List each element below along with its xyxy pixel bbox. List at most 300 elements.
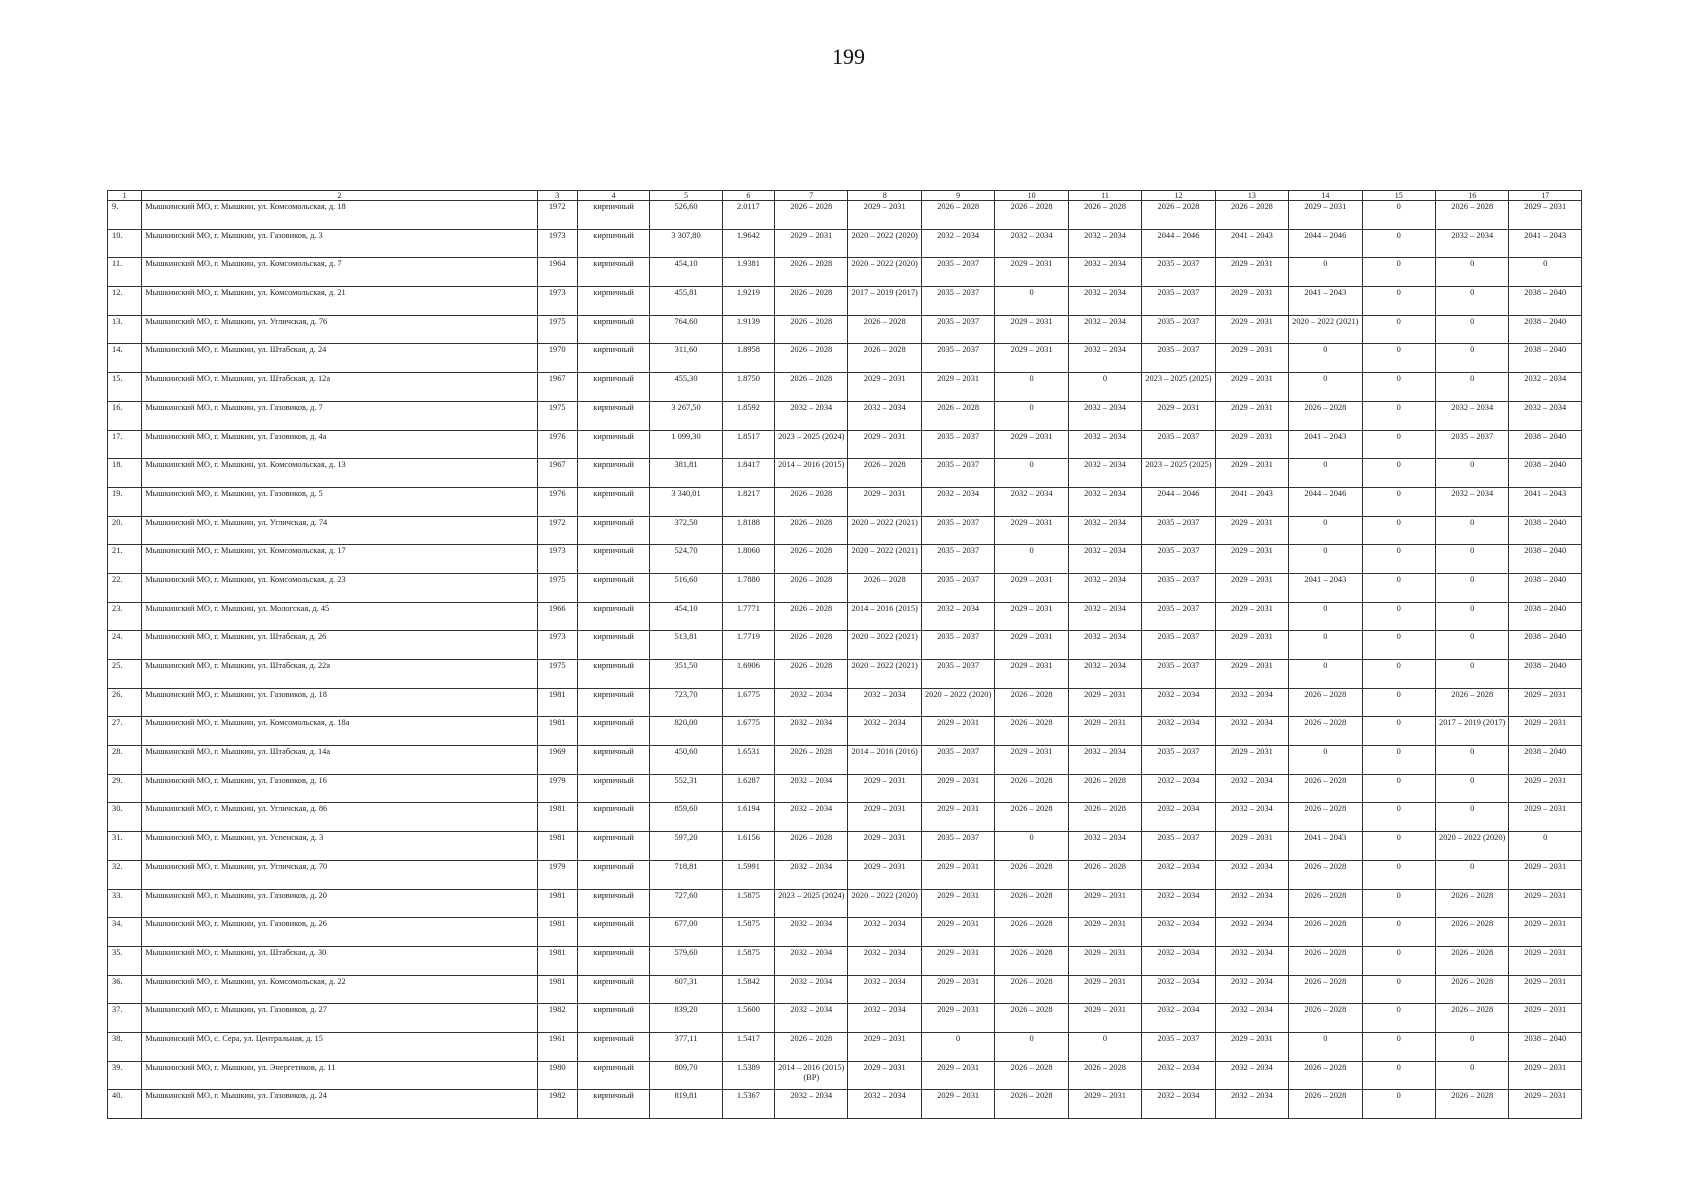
table-cell: 1981 — [537, 717, 577, 746]
table-cell: 0 — [995, 401, 1068, 430]
table-cell: 2029 – 2031 — [1068, 975, 1141, 1004]
table-cell: 2041 – 2043 — [1215, 229, 1288, 258]
row-number-cell: 16. — [108, 401, 142, 430]
table-cell: 0 — [1435, 373, 1508, 402]
table-cell: 0 — [995, 459, 1068, 488]
table-cell: 2029 – 2031 — [1068, 717, 1141, 746]
table-cell: кирпичный — [577, 344, 649, 373]
table-cell: 2029 – 2031 — [1215, 430, 1288, 459]
table-cell: 723,70 — [650, 688, 722, 717]
table-cell: 0 — [1362, 975, 1435, 1004]
table-cell: 2029 – 2031 — [995, 430, 1068, 459]
table-cell: 0 — [1435, 315, 1508, 344]
table-cell: 2029 – 2031 — [1215, 373, 1288, 402]
table-cell: 1973 — [537, 545, 577, 574]
table-cell: 2026 – 2028 — [775, 602, 848, 631]
table-cell: 0 — [1362, 344, 1435, 373]
table-row — [108, 889, 1582, 918]
address-cell: Мышкинский МО, г. Мышкин, ул. Комсомольская, д. 17 — [142, 545, 537, 574]
table-cell: 2035 – 2037 — [921, 516, 994, 545]
table-cell: 2032 – 2034 — [1142, 1004, 1215, 1033]
table-cell: 1.8592 — [722, 401, 774, 430]
table-cell: 2032 – 2034 — [1068, 487, 1141, 516]
row-number-cell: 36. — [108, 975, 142, 1004]
table-cell: 455,81 — [650, 287, 722, 316]
table-row — [108, 1061, 1582, 1090]
table-cell: 2023 – 2025 (2025) — [1142, 373, 1215, 402]
table-row — [108, 201, 1582, 230]
address-cell: Мышкинский МО, с. Сера, ул. Центральная, д. 15 — [142, 1032, 537, 1061]
table-cell: 2029 – 2031 — [848, 1032, 921, 1061]
table-cell: 1981 — [537, 946, 577, 975]
table-row — [108, 573, 1582, 602]
table-cell: 2026 – 2028 — [1435, 1090, 1508, 1119]
table-cell: 2029 – 2031 — [1509, 803, 1582, 832]
table-cell: 1966 — [537, 602, 577, 631]
table-cell: 2035 – 2037 — [1142, 573, 1215, 602]
column-header: 17 — [1509, 191, 1582, 201]
table-cell: 0 — [1362, 315, 1435, 344]
table-cell: 0 — [1362, 660, 1435, 689]
table-cell: 0 — [1362, 201, 1435, 230]
table-cell: 2032 – 2034 — [775, 401, 848, 430]
table-cell: 2044 – 2046 — [1142, 487, 1215, 516]
column-header: 7 — [775, 191, 848, 201]
table-row — [108, 803, 1582, 832]
table-cell: 2020 – 2022 (2020) — [1435, 832, 1508, 861]
table-cell: 2014 – 2016 (2015) — [775, 459, 848, 488]
table-cell: кирпичный — [577, 975, 649, 1004]
table-cell: 526,60 — [650, 201, 722, 230]
table-cell: 2029 – 2031 — [1215, 516, 1288, 545]
table-cell: 2032 – 2034 — [775, 688, 848, 717]
table-cell: 1.6531 — [722, 746, 774, 775]
table-cell: 2026 – 2028 — [1289, 1004, 1362, 1033]
table-cell: 2029 – 2031 — [1215, 660, 1288, 689]
row-number-cell: 13. — [108, 315, 142, 344]
table-cell: 2026 – 2028 — [1435, 889, 1508, 918]
table-cell: 2035 – 2037 — [921, 573, 994, 602]
table-cell: 1.8417 — [722, 459, 774, 488]
table-body — [108, 201, 1582, 1119]
table-cell: 2038 – 2040 — [1509, 315, 1582, 344]
table-cell: 1.8060 — [722, 545, 774, 574]
table-cell: кирпичный — [577, 315, 649, 344]
table-cell: 0 — [1435, 1061, 1508, 1090]
table-cell: кирпичный — [577, 373, 649, 402]
row-number-cell: 26. — [108, 688, 142, 717]
table-cell: 2029 – 2031 — [848, 487, 921, 516]
table-cell: 0 — [1362, 1061, 1435, 1090]
address-cell: Мышкинский МО, г. Мышкин, ул. Мологская, д. 45 — [142, 602, 537, 631]
table-cell: 1.8188 — [722, 516, 774, 545]
table-cell: 2029 – 2031 — [775, 229, 848, 258]
address-cell: Мышкинский МО, г. Мышкин, ул. Комсомольская, д. 13 — [142, 459, 537, 488]
table-cell: 2026 – 2028 — [1289, 688, 1362, 717]
table-cell: 524,70 — [650, 545, 722, 574]
table-cell: 0 — [1289, 459, 1362, 488]
table-cell: 1 099,30 — [650, 430, 722, 459]
table-cell: 2026 – 2028 — [1142, 201, 1215, 230]
table-cell: 2029 – 2031 — [848, 860, 921, 889]
table-cell: 2029 – 2031 — [921, 774, 994, 803]
table-cell: 2038 – 2040 — [1509, 459, 1582, 488]
table-cell: 2032 – 2034 — [1068, 516, 1141, 545]
table-cell: 2035 – 2037 — [921, 746, 994, 775]
table-cell: кирпичный — [577, 545, 649, 574]
table-cell: 0 — [1362, 487, 1435, 516]
table-cell: 2032 – 2034 — [1215, 717, 1288, 746]
table-cell: 0 — [1362, 803, 1435, 832]
row-number-cell: 14. — [108, 344, 142, 373]
table-cell: 2020 – 2022 (2021) — [848, 631, 921, 660]
table-cell: 0 — [1362, 602, 1435, 631]
table-row — [108, 545, 1582, 574]
table-cell: 2032 – 2034 — [1435, 401, 1508, 430]
table-cell: кирпичный — [577, 717, 649, 746]
table-row — [108, 918, 1582, 947]
table-cell: 1.6156 — [722, 832, 774, 861]
table-cell: 0 — [1068, 1032, 1141, 1061]
table-cell: 2026 – 2028 — [1289, 860, 1362, 889]
table-cell: 2029 – 2031 — [995, 602, 1068, 631]
table-cell: 454,10 — [650, 602, 722, 631]
table-cell: кирпичный — [577, 602, 649, 631]
address-cell: Мышкинский МО, г. Мышкин, ул. Штабская, д. 24 — [142, 344, 537, 373]
address-cell: Мышкинский МО, г. Мышкин, ул. Газовиков, д. 26 — [142, 918, 537, 947]
row-number-cell: 17. — [108, 430, 142, 459]
column-header: 3 — [537, 191, 577, 201]
table-cell: 2035 – 2037 — [921, 287, 994, 316]
table-cell: 2032 – 2034 — [775, 803, 848, 832]
table-cell: 2032 – 2034 — [1068, 344, 1141, 373]
table-cell: 0 — [1289, 258, 1362, 287]
table-cell: 2029 – 2031 — [1509, 717, 1582, 746]
table-cell: 0 — [1435, 258, 1508, 287]
table-cell: 2014 – 2016 (2015) — [848, 602, 921, 631]
table-cell: 2029 – 2031 — [1215, 573, 1288, 602]
table-row — [108, 660, 1582, 689]
table-cell: кирпичный — [577, 774, 649, 803]
table-cell: 2038 – 2040 — [1509, 602, 1582, 631]
table-cell: 2032 – 2034 — [1068, 746, 1141, 775]
table-cell: 820,00 — [650, 717, 722, 746]
table-cell: 1980 — [537, 1061, 577, 1090]
table-cell: 1976 — [537, 487, 577, 516]
table-cell: 2032 – 2034 — [1435, 487, 1508, 516]
table-cell: 2029 – 2031 — [1509, 688, 1582, 717]
table-cell: 1969 — [537, 746, 577, 775]
table-cell: 1979 — [537, 860, 577, 889]
table-cell: 2038 – 2040 — [1509, 545, 1582, 574]
table-cell: 2026 – 2028 — [1289, 401, 1362, 430]
table-cell: 2032 – 2034 — [1215, 946, 1288, 975]
table-cell: 2032 – 2034 — [921, 229, 994, 258]
table-cell: 2026 – 2028 — [775, 201, 848, 230]
table-cell: 2029 – 2031 — [1509, 889, 1582, 918]
table-cell: 2035 – 2037 — [1142, 746, 1215, 775]
table-cell: 2026 – 2028 — [1289, 889, 1362, 918]
table-cell: 2029 – 2031 — [1509, 946, 1582, 975]
table-cell: 2038 – 2040 — [1509, 344, 1582, 373]
table-cell: 0 — [1362, 631, 1435, 660]
table-cell: 2032 – 2034 — [775, 946, 848, 975]
table-cell: 1981 — [537, 918, 577, 947]
table-cell: 351,50 — [650, 660, 722, 689]
table-cell: 1.6287 — [722, 774, 774, 803]
table-cell: 2026 – 2028 — [995, 975, 1068, 1004]
address-cell: Мышкинский МО, г. Мышкин, ул. Газовиков, д. 16 — [142, 774, 537, 803]
address-cell: Мышкинский МО, г. Мышкин, ул. Комсомольская, д. 18 — [142, 201, 537, 230]
table-cell: 1981 — [537, 832, 577, 861]
table-cell: 2032 – 2034 — [1068, 229, 1141, 258]
table-cell: 2032 – 2034 — [775, 918, 848, 947]
column-header: 9 — [921, 191, 994, 201]
table-cell: 2026 – 2028 — [775, 487, 848, 516]
table-cell: 0 — [1362, 889, 1435, 918]
table-cell: 2026 – 2028 — [1435, 975, 1508, 1004]
table-cell: 0 — [1362, 573, 1435, 602]
table-cell: 2029 – 2031 — [1068, 946, 1141, 975]
table-cell: 0 — [1435, 746, 1508, 775]
table-cell: 1.5389 — [722, 1061, 774, 1090]
row-number-cell: 34. — [108, 918, 142, 947]
table-cell: 2026 – 2028 — [775, 832, 848, 861]
table-cell: 2026 – 2028 — [1289, 717, 1362, 746]
table-cell: 2032 – 2034 — [1068, 430, 1141, 459]
table-cell: 0 — [1289, 1032, 1362, 1061]
address-cell: Мышкинский МО, г. Мышкин, ул. Комсомольская, д. 22 — [142, 975, 537, 1004]
table-cell: 2032 – 2034 — [995, 487, 1068, 516]
table-row — [108, 373, 1582, 402]
table-cell: 2032 – 2034 — [1142, 860, 1215, 889]
table-cell: 2035 – 2037 — [921, 832, 994, 861]
address-cell: Мышкинский МО, г. Мышкин, ул. Угличская, д. 74 — [142, 516, 537, 545]
row-number-cell: 40. — [108, 1090, 142, 1119]
table-row — [108, 258, 1582, 287]
table-cell: 2026 – 2028 — [995, 1090, 1068, 1119]
row-number-cell: 19. — [108, 487, 142, 516]
table-cell: 2032 – 2034 — [848, 717, 921, 746]
table-cell: 2032 – 2034 — [1142, 946, 1215, 975]
table-cell: 0 — [1362, 946, 1435, 975]
table-cell: 1982 — [537, 1004, 577, 1033]
table-cell: 2026 – 2028 — [1435, 1004, 1508, 1033]
table-cell: 859,60 — [650, 803, 722, 832]
table-cell: 2029 – 2031 — [921, 1004, 994, 1033]
table-cell: 2023 – 2025 (2024) — [775, 889, 848, 918]
table-cell: 516,60 — [650, 573, 722, 602]
table-row — [108, 832, 1582, 861]
table-cell: 2032 – 2034 — [1068, 631, 1141, 660]
table-cell: кирпичный — [577, 1090, 649, 1119]
table-cell: 2044 – 2046 — [1289, 229, 1362, 258]
table-cell: 2035 – 2037 — [1435, 430, 1508, 459]
table-cell: 0 — [1362, 774, 1435, 803]
table-cell: 2026 – 2028 — [1289, 803, 1362, 832]
table-row — [108, 430, 1582, 459]
address-cell: Мышкинский МО, г. Мышкин, ул. Штабская, д. 30 — [142, 946, 537, 975]
address-cell: Мышкинский МО, г. Мышкин, ул. Комсомольская, д. 21 — [142, 287, 537, 316]
table-cell: 2035 – 2037 — [921, 315, 994, 344]
table-cell: 1981 — [537, 975, 577, 1004]
table-cell: 2020 – 2022 (2021) — [848, 545, 921, 574]
table-cell: 2032 – 2034 — [1142, 688, 1215, 717]
page-number: 199 — [832, 44, 865, 69]
address-cell: Мышкинский МО, г. Мышкин, ул. Угличская, д. 76 — [142, 315, 537, 344]
table-row — [108, 688, 1582, 717]
table-cell: 2026 – 2028 — [775, 660, 848, 689]
table-cell: 2026 – 2028 — [1215, 201, 1288, 230]
table-cell: 2029 – 2031 — [1215, 1032, 1288, 1061]
table-cell: 2029 – 2031 — [1509, 1061, 1582, 1090]
table-cell: 2029 – 2031 — [1215, 344, 1288, 373]
table-cell: кирпичный — [577, 889, 649, 918]
column-header: 15 — [1362, 191, 1435, 201]
table-cell: 2032 – 2034 — [1068, 545, 1141, 574]
table-cell: 2026 – 2028 — [1068, 860, 1141, 889]
table-cell: 0 — [1509, 832, 1582, 861]
table-cell: кирпичный — [577, 258, 649, 287]
table-row — [108, 344, 1582, 373]
table-cell: 2029 – 2031 — [1215, 832, 1288, 861]
table-row — [108, 1090, 1582, 1119]
table-cell: 2020 – 2022 (2020) — [848, 258, 921, 287]
table-cell: 1.9139 — [722, 315, 774, 344]
table-cell: 1970 — [537, 344, 577, 373]
table-cell: 1972 — [537, 516, 577, 545]
column-header: 1 — [108, 191, 142, 201]
row-number-cell: 10. — [108, 229, 142, 258]
table-cell: 450,60 — [650, 746, 722, 775]
column-header: 6 — [722, 191, 774, 201]
table-cell: 2026 – 2028 — [1289, 975, 1362, 1004]
table-cell: 2032 – 2034 — [1142, 774, 1215, 803]
table-cell: 2026 – 2028 — [1289, 946, 1362, 975]
table-cell: 1.6194 — [722, 803, 774, 832]
table-cell: 2041 – 2043 — [1215, 487, 1288, 516]
table-cell: кирпичный — [577, 459, 649, 488]
table-cell: 0 — [1362, 918, 1435, 947]
table-cell: 839,20 — [650, 1004, 722, 1033]
table-cell: 2032 – 2034 — [848, 688, 921, 717]
table-cell: 0 — [1362, 545, 1435, 574]
table-cell: 2032 – 2034 — [848, 1090, 921, 1119]
table-cell: 2032 – 2034 — [1068, 832, 1141, 861]
table-cell: 2035 – 2037 — [1142, 832, 1215, 861]
table-cell: 2029 – 2031 — [848, 832, 921, 861]
table-cell: 2032 – 2034 — [1215, 774, 1288, 803]
table-cell: 2032 – 2034 — [775, 975, 848, 1004]
table-cell: 2029 – 2031 — [1068, 688, 1141, 717]
table-cell: 2032 – 2034 — [775, 1090, 848, 1119]
table-row — [108, 401, 1582, 430]
table-cell: 2029 – 2031 — [1215, 459, 1288, 488]
table-cell: 0 — [1362, 430, 1435, 459]
table-cell: 2032 – 2034 — [848, 401, 921, 430]
table-cell: 2032 – 2034 — [775, 774, 848, 803]
table-cell: 2035 – 2037 — [921, 660, 994, 689]
table-cell: 2026 – 2028 — [775, 258, 848, 287]
table-cell: 372,50 — [650, 516, 722, 545]
table-cell: 2026 – 2028 — [1068, 1061, 1141, 1090]
table-cell: 2035 – 2037 — [1142, 430, 1215, 459]
table-cell: 2032 – 2034 — [1068, 459, 1141, 488]
table-cell: 0 — [1362, 688, 1435, 717]
address-cell: Мышкинский МО, г. Мышкин, ул. Штабская, д. 22а — [142, 660, 537, 689]
table-cell: 718,81 — [650, 860, 722, 889]
table-cell: 2029 – 2031 — [921, 860, 994, 889]
table-cell: 1.5842 — [722, 975, 774, 1004]
table-cell: 0 — [1435, 774, 1508, 803]
table-cell: 2035 – 2037 — [1142, 1032, 1215, 1061]
table-cell: 2035 – 2037 — [1142, 287, 1215, 316]
address-cell: Мышкинский МО, г. Мышкин, ул. Угличская, д. 70 — [142, 860, 537, 889]
table-cell: 311,60 — [650, 344, 722, 373]
table-cell: 2029 – 2031 — [995, 258, 1068, 287]
table-cell: 2032 – 2034 — [1068, 287, 1141, 316]
table-cell: 1.8217 — [722, 487, 774, 516]
table-cell: 0 — [1289, 746, 1362, 775]
row-number-cell: 37. — [108, 1004, 142, 1033]
table-cell: 2026 – 2028 — [995, 688, 1068, 717]
table-cell: 1.5367 — [722, 1090, 774, 1119]
table-cell: 2029 – 2031 — [1068, 918, 1141, 947]
table-cell: 0 — [1435, 344, 1508, 373]
table-cell: 2026 – 2028 — [775, 287, 848, 316]
column-header: 11 — [1068, 191, 1141, 201]
table-cell: 2035 – 2037 — [921, 545, 994, 574]
row-number-cell: 15. — [108, 373, 142, 402]
table-cell: 2026 – 2028 — [775, 545, 848, 574]
table-cell: 0 — [1362, 373, 1435, 402]
table-cell: 1975 — [537, 573, 577, 602]
table-cell: 2032 – 2034 — [848, 975, 921, 1004]
table-cell: 579,60 — [650, 946, 722, 975]
table-cell: 0 — [921, 1032, 994, 1061]
table-cell: 727,60 — [650, 889, 722, 918]
table-cell: 1.5875 — [722, 918, 774, 947]
table-cell: 0 — [1435, 545, 1508, 574]
table-cell: 2035 – 2037 — [1142, 631, 1215, 660]
row-number-cell: 31. — [108, 832, 142, 861]
table-cell: 2029 – 2031 — [1068, 1004, 1141, 1033]
address-cell: Мышкинский МО, г. Мышкин, ул. Газовиков, д. 18 — [142, 688, 537, 717]
table-cell: 1981 — [537, 803, 577, 832]
column-header: 12 — [1142, 191, 1215, 201]
table-cell: 0 — [1362, 860, 1435, 889]
table-cell: 1.6775 — [722, 688, 774, 717]
table-cell: 0 — [1362, 258, 1435, 287]
table-cell: 0 — [995, 832, 1068, 861]
table-row — [108, 487, 1582, 516]
table-cell: 2026 – 2028 — [848, 573, 921, 602]
table-cell: 1972 — [537, 201, 577, 230]
table-cell: 2026 – 2028 — [1435, 688, 1508, 717]
table-cell: 1.5875 — [722, 889, 774, 918]
table-cell: 0 — [1289, 602, 1362, 631]
table-cell: 2026 – 2028 — [1289, 774, 1362, 803]
table-cell: 2038 – 2040 — [1509, 631, 1582, 660]
column-header: 16 — [1435, 191, 1508, 201]
table-cell: 2032 – 2034 — [1215, 889, 1288, 918]
table-cell: 2026 – 2028 — [1435, 201, 1508, 230]
table-cell: 2029 – 2031 — [1509, 1004, 1582, 1033]
table-cell: 2029 – 2031 — [1289, 201, 1362, 230]
table-cell: 2029 – 2031 — [995, 344, 1068, 373]
table-cell: 2029 – 2031 — [921, 1090, 994, 1119]
row-number-cell: 24. — [108, 631, 142, 660]
